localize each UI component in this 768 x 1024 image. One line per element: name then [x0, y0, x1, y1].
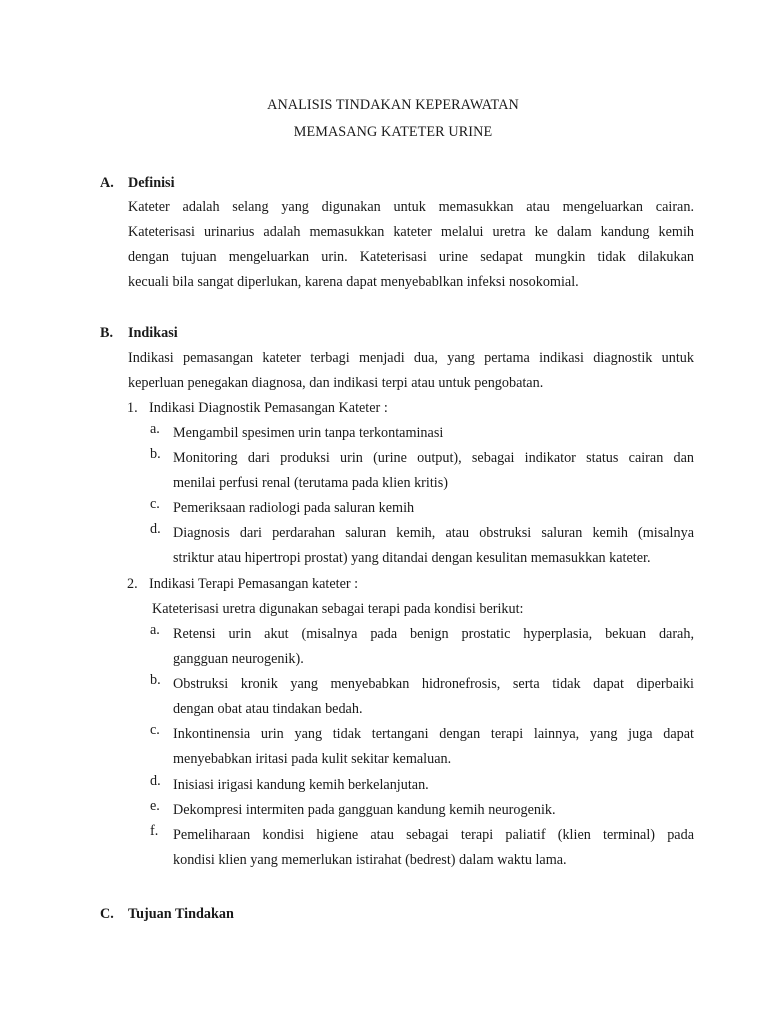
item-marker: b. [150, 446, 161, 462]
item-line: Inisiasi irigasi kandung kemih berkelanjutan. [173, 777, 429, 793]
item-line: Mengambil spesimen urin tanpa terkontaminasi [173, 425, 444, 441]
item-line: Obstruksi kronik yang menyebabkan hidronefrosis, serta tidak dapat diperbaiki [173, 676, 694, 692]
item-line: dengan obat atau tindakan bedah. [173, 701, 363, 717]
item-marker: b. [150, 672, 161, 688]
item-line: Diagnosis dari perdarahan saluran kemih, atau obstruksi saluran kemih (misalnya [173, 525, 694, 541]
item-line: Inkontinensia urin yang tidak tertangani dengan terapi lainnya, yang juga dapat [173, 726, 694, 742]
paragraph-line: dengan tujuan mengeluarkan urin. Kateterisasi urine sedapat mungkin tidak dilakukan [128, 249, 694, 265]
item-line: striktur atau hipertropi prostat) yang ditandai dengan kesulitan memasukkan kateter. [173, 550, 651, 566]
section-title: Indikasi [128, 325, 178, 341]
item-marker: c. [150, 722, 160, 738]
item-marker: e. [150, 798, 160, 814]
item-line: menyebabkan iritasi pada kulit sekitar kemaluan. [173, 751, 452, 767]
item-text: Indikasi Terapi Pemasangan kateter : [149, 576, 359, 592]
item-marker: f. [150, 823, 159, 839]
document-title: ANALISIS TINDAKAN KEPERAWATAN [267, 97, 519, 113]
item-line: kondisi klien yang memerlukan istirahat (bedrest) dalam waktu lama. [173, 852, 567, 868]
paragraph-line: kecuali bila sangat diperlukan, karena dapat menyebablkan infeksi nosokomial. [128, 274, 579, 290]
item-marker: c. [150, 496, 160, 512]
item-number: 2. [127, 576, 138, 592]
section-letter: C. [100, 906, 114, 922]
document-subtitle: MEMASANG KATETER URINE [293, 124, 493, 140]
item-marker: a. [150, 622, 160, 638]
item-number: 1. [127, 400, 138, 416]
item-line: Retensi urin akut (misalnya pada benign prostatic hyperplasia, bekuan darah, [173, 626, 694, 642]
item-marker: d. [150, 521, 161, 537]
item-line: Dekompresi intermiten pada gangguan kandung kemih neurogenik. [173, 802, 556, 818]
paragraph-line: Kateter adalah selang yang digunakan untuk memasukkan atau mengeluarkan cairan. [128, 199, 694, 215]
paragraph-line: keperluan penegakan diagnosa, dan indikasi terpi atau untuk pengobatan. [128, 375, 544, 391]
paragraph-line: Indikasi pemasangan kateter terbagi menjadi dua, yang pertama indikasi diagnostik untuk [128, 350, 694, 366]
item-marker: a. [150, 421, 160, 437]
item-line: gangguan neurogenik). [173, 651, 304, 667]
section-title: Tujuan Tindakan [128, 906, 234, 922]
section-letter: B. [100, 325, 114, 341]
definition-paragraph [128, 195, 694, 295]
item-marker: d. [150, 773, 161, 789]
item-line: menilai perfusi renal (terutama pada klien kritis) [173, 475, 448, 491]
section-letter: A. [100, 175, 114, 191]
item-text: Indikasi Diagnostik Pemasangan Kateter : [149, 400, 388, 416]
therapy-note: Kateterisasi uretra digunakan sebagai terapi pada kondisi berikut: [152, 601, 524, 617]
item-line: Pemeriksaan radiologi pada saluran kemih [173, 500, 415, 516]
section-title: Definisi [128, 175, 175, 191]
paragraph-line: Kateterisasi urinarius adalah memasukkan kateter melalui uretra ke dalam kandung kemih [128, 224, 694, 240]
item-line: Monitoring dari produksi urin (urine output), sebagai indikator status cairan dan [173, 450, 694, 466]
item-line: Pemeliharaan kondisi higiene atau sebagai terapi paliatif (klien terminal) pada [173, 827, 694, 843]
indication-paragraph [128, 346, 694, 396]
